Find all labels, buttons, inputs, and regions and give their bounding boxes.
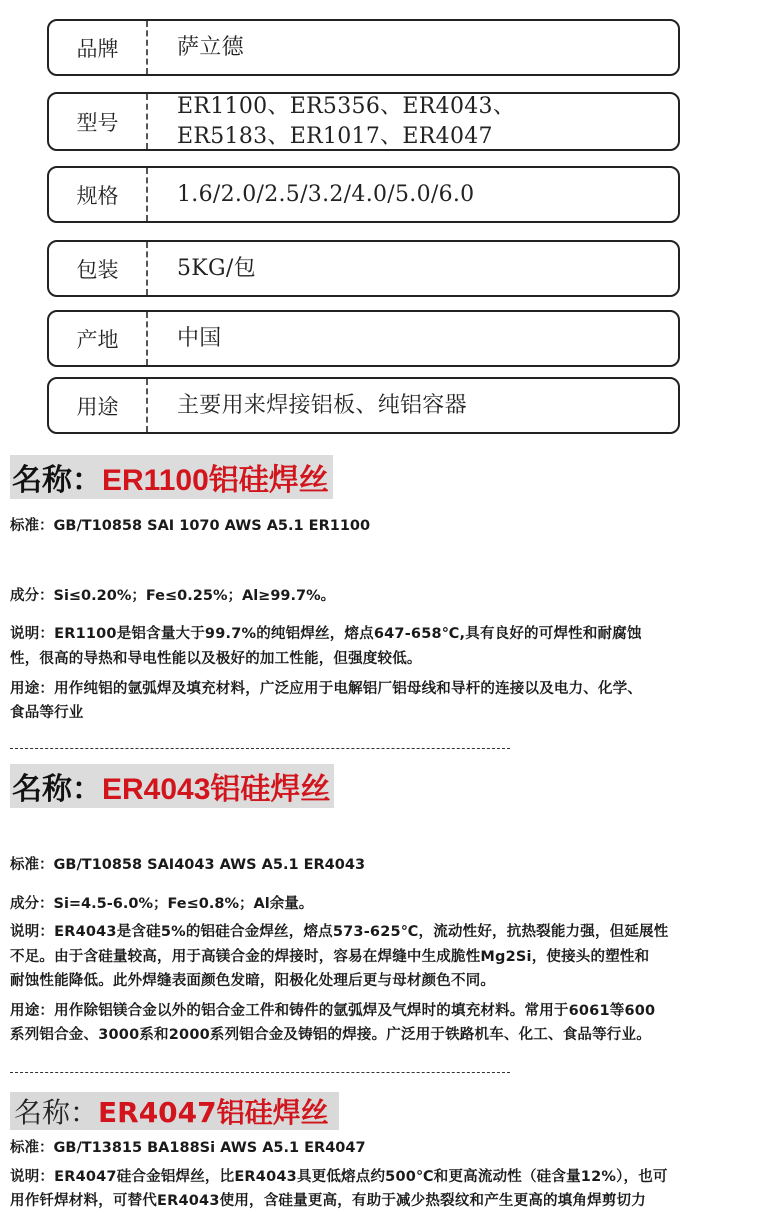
title-key: 名称： <box>12 464 102 497</box>
divider <box>10 748 510 749</box>
spec-key: 包装 <box>49 242 148 295</box>
title-value: ER4047铝硅焊丝 <box>98 1096 329 1129</box>
spec-key: 产地 <box>49 312 148 365</box>
standard-text: 标准：GB/T10858 SAI4043 AWS A5.1 ER4043 <box>10 857 366 873</box>
title-key: 名称： <box>12 773 102 806</box>
title-key: 名称： <box>14 1096 99 1129</box>
standard-text: 标准：GB/T13815 BA188Si AWS A5.1 ER4047 <box>10 1140 366 1156</box>
title-value: ER4043铝硅焊丝 <box>102 773 331 806</box>
spec-value <box>177 312 670 365</box>
spec-value-line: ER1100、ER5356、ER4043、 <box>177 93 516 119</box>
usage-line: 用途：用作纯铝的氩弧焊及填充材料，广泛应用于电解铝厂铝母线和导杆的连接以及电力、化学、 <box>10 681 643 697</box>
section-title-er1100 <box>10 455 333 499</box>
spec-value <box>177 242 670 295</box>
spec-row-size <box>47 166 680 223</box>
spec-value-line: 1.6/2.0/2.5/3.2/4.0/5.0/6.0 <box>177 181 475 207</box>
description-line: 用作钎焊材料，可替代ER4043使用，含硅量更高，有助于减少热裂纹和产生更高的填角焊剪切力 <box>10 1193 646 1209</box>
divider <box>10 1072 510 1073</box>
composition-text: 成分：Si=4.5-6.0%；Fe≤0.8%；Al余量。 <box>10 896 314 912</box>
spec-row-model <box>47 92 680 151</box>
usage-line: 用途：用作除铝镁合金以外的铝合金工件和铸件的氩弧焊及气焊时的填充材料。常用于6061等600 <box>10 1003 656 1019</box>
title-value: ER1100铝硅焊丝 <box>102 464 329 497</box>
spec-row-usage <box>47 377 680 434</box>
spec-row-package <box>47 240 680 297</box>
description-line: 说明：ER4043是含硅5%的铝硅合金焊丝，熔点573-625℃，流动性好，抗热裂能力强，但延展性 <box>10 924 669 940</box>
spec-value <box>177 94 670 149</box>
spec-value-line: 5KG/包 <box>177 255 256 281</box>
spec-value-line: ER5183、ER1017、ER4047 <box>177 123 493 149</box>
spec-value-line: 萨立德 <box>177 34 244 60</box>
usage-line: 食品等行业 <box>10 705 84 721</box>
spec-key: 型号 <box>49 94 148 149</box>
spec-value <box>177 21 670 74</box>
spec-key: 用途 <box>49 379 148 432</box>
description-line: 耐蚀性能降低。此外焊缝表面颜色发暗，阳极化处理后更与母材颜色不同。 <box>10 973 496 989</box>
section-title-er4047 <box>10 1092 339 1130</box>
section-title-er4043 <box>10 764 334 808</box>
composition-text: 成分：Si≤0.20%；Fe≤0.25%；Al≥99.7%。 <box>10 588 336 604</box>
description-line: 性，很高的导热和导电性能以及极好的加工性能，但强度较低。 <box>10 651 422 667</box>
spec-key: 品牌 <box>49 21 148 74</box>
spec-value <box>177 379 670 432</box>
spec-value-line: 主要用来焊接铝板、纯铝容器 <box>177 392 467 418</box>
description-line: 不足。由于含硅量较高，用于高镁合金的焊接时，容易在焊缝中生成脆性Mg2Si，使接头的塑性和 <box>10 949 650 965</box>
spec-row-brand <box>47 19 680 76</box>
spec-value <box>177 168 670 221</box>
description-line: 说明：ER1100是铝含量大于99.7%的纯铝焊丝，熔点647-658℃,具有良好的可焊性和耐腐蚀 <box>10 626 642 642</box>
usage-line: 系列铝合金、3000系和2000系列铝合金及铸铝的焊接。广泛用于铁路机车、化工、食品等行业。 <box>10 1027 651 1043</box>
spec-row-origin <box>47 310 680 367</box>
spec-value-line: 中国 <box>177 325 222 351</box>
description-line: 说明：ER4047硅合金铝焊丝，比ER4043具更低熔点约500℃和更高流动性（硅含量12%），也可 <box>10 1169 668 1185</box>
spec-key: 规格 <box>49 168 148 221</box>
standard-text: 标准：GB/T10858 SAI 1070 AWS A5.1 ER1100 <box>10 518 371 534</box>
